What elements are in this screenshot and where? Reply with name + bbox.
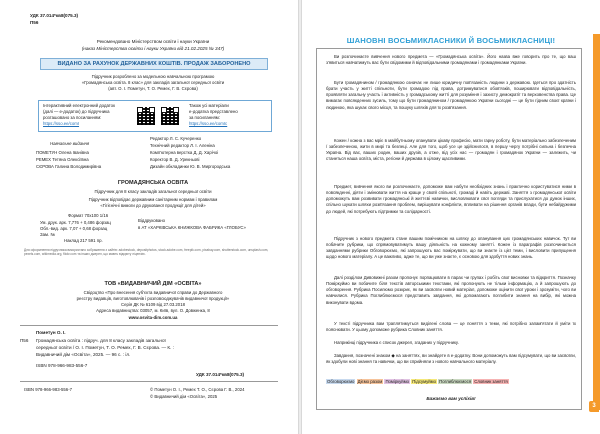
paragraph-1: Ви розпочинаєте вивчення нового предмета — «Громадянська освіта». Його назва вже говорить про те, що ваш з'явиться навчатимуть вас бути свідомими й відповідальними громадянами і громадянками України. <box>326 54 576 66</box>
copyright-1: © Пометун О. І., Ремех Т. О., Сєрова Г. В., 2024 <box>150 387 245 392</box>
rubric-legend <box>326 380 509 384</box>
qr-left-line-2: (далі — е-додаток) до підручника <box>43 109 110 114</box>
rubric-discuss: Обговорюємо <box>327 379 355 384</box>
qr-left-line-1: Інтерактивний електронний додаток <box>43 103 115 108</box>
cip-text-3: Видавничий дім «Освіта», 2025. — 96 с. : іл. <box>36 352 131 357</box>
rubric-think: Поміркуймо <box>385 379 410 384</box>
rubric-deepen: Поглиблюємося <box>439 379 472 384</box>
udk-bottom: УДК 37.014*кв8(075.3) <box>196 372 245 377</box>
author-2: РЕМЕХ Тетяна Олексіївна <box>36 157 89 162</box>
staff-tech: Технічний редактор Л. І. Аленіна <box>150 143 215 148</box>
divider <box>20 381 278 382</box>
divider <box>20 325 278 326</box>
staff-corrector: Коректор В. Д. Урекньові <box>150 157 200 162</box>
format-1: Формат 70x100 1/16 <box>68 213 109 218</box>
page-title: ШАНОВНІ ВОСЬМИКЛАСНИКИ Й ВОСЬМИКЛАСНИЦІ! <box>346 36 556 45</box>
intro-line-1: Підручник розроблено за модельною навчальною програмою <box>91 74 215 79</box>
printed-1: Віддруковано <box>138 218 166 223</box>
wish-text: Бажаємо вам успіхів! <box>426 396 476 401</box>
cip-text-1: Громадянська освіта : підруч. для 8 класу закладів загальної <box>36 338 166 343</box>
qr-left-link[interactable]: https://sso.ee/comI <box>43 121 80 126</box>
qr-right-line-3: за посиланням: <box>189 115 220 120</box>
publisher-name: ТОВ «ВИДАВНИЧИЙ ДІМ «ОСВІТА» <box>104 281 202 287</box>
qr-left-line-3: розташовано за посиланням: <box>43 115 102 120</box>
paragraph-6: Далі розділом Дивовижні разом пропонує порпацювати в парах чи групах і робіть свої висновки та відкриття. Позначку Поміркуймо ви побачите біля текстів авторськими текстами, які пропонують не тільки інформацію, а й запрошують до обговорення. Рубрика Посилюмо розкриє, як ви засвоїли новий матеріал, допоможе оцінити свої уроки і зрозуміти, чого ви навчилися. Рубрика Поглиблюємося представить завдання, які допомагають поглибити знання на вибір, які можна виконувати вдома. <box>326 275 576 305</box>
cip-author: Пометун О. І. <box>36 330 66 335</box>
rubric-dictionary: Словник заняття <box>474 379 508 384</box>
state-funded-banner: ВИДАНО ЗА РАХУНОК ДЕРЖАВНИХ КОШТІВ. ПРОДАЖ ЗАБОРОНЕНО <box>40 58 268 70</box>
paragraph-8: Наприкінці підручника є список джерел, згаданих у підручнику. <box>334 340 459 345</box>
qr-code-icon[interactable] <box>137 107 155 125</box>
publisher-info-4: Адреса видавництва: 03057, м. Київ, вул. О. Довженка, 8 <box>96 308 210 313</box>
format-5: Наклад 217 591 пр. <box>64 238 103 243</box>
printed-2: в АТ «ХАРКІВСЬКА КНИЖКОВА ФАБРИКА «ГЛОБУС» <box>138 225 246 230</box>
edition-label: Навчальне видання <box>50 141 90 146</box>
format-4: Зам. № <box>40 232 55 237</box>
publisher-info-1: Свідоцтво «Про внесення суб'єкта видавничої справи до Державного <box>83 290 223 295</box>
publisher-site[interactable]: www.osvita-dim.com.ua <box>128 315 178 320</box>
rubric-together: Діємо разом <box>357 379 383 384</box>
fine-print: Для оформлення підручника використано зображення з сайтів: adobestock, depositphotos, stock.adobe.com, freepik.com, pixabay.com, shutterstock.com, unsplash.com, pexels.com, wikimedia.org, flickr.com та інших джерел, що мають відкриту ліцензію. <box>24 248 269 256</box>
book-sub-1: Підручник для 8 класу закладів загальної середньої освіти <box>94 189 212 194</box>
qr-code-icon[interactable] <box>161 107 179 125</box>
qr-right-line-2: е-додатка представлено <box>189 109 238 114</box>
author-1: ПОМЕТУН Олена Іванівна <box>36 150 89 155</box>
book-sub-2: Підручник відповідає державним санітарним нормам і правилам <box>88 197 218 202</box>
recommend-line-2: (наказ Міністерства освіти і науки України від 21.02.2025 № 347) <box>81 46 225 51</box>
format-3: Обл.-вид. арк. 7,07 + 0,68 форзац <box>40 226 108 231</box>
book-sub-3: «Гігієнічні вимоги до друкованої продукції для дітей» <box>100 203 206 208</box>
publisher-info-2: реєстру видавців, виготовлювачів і розповсюджувачів видавничої продукції» <box>76 296 230 301</box>
paragraph-7: У тексті підручника вам траплятимуться виділені слова — це поняття з теми, які потрібно запам'ятати й уміти їх пояснювати. У цьому допоможе рубрика Словник заняття. <box>326 321 576 333</box>
qr-info-box <box>38 100 272 132</box>
qr-right-link[interactable]: https://sso.ee/comIc <box>189 121 228 126</box>
paragraph-2: Бути громадянином / громадянкою означає не лише юридичну пов'язаність людини з державою. Ідеться про здатність брати участь у житті спільноти, бути громадою під права, дотримуватися обов'язків, поширювати відповідальність, проявляти загальну участь і активність у громадському житті для розуміння і захисту демократії та верховенства права. Це вимагає повсякденних зусиль, тому що бути громадянином / громадянкою України сьогодні — це бути гідним своєї країни і людиною, яка шукає свого місця, та пошуку шляхів для їх розв'язання. <box>326 80 576 110</box>
page-number: 3 <box>589 401 599 412</box>
right-page <box>302 0 600 434</box>
paragraph-9: Завдання, позначені знаком ◆ на заняттях, ви знайдете в е-додатку. Вони допоможуть вам підсумувати, що ви засвоїли, як здобули нові знання та навички, що ви сприйняли з нового навчального матеріалу. <box>326 353 576 365</box>
paragraph-4: Предмет, вивчення якого ви розпочинаєте, допоможе вам набути необхідних знань і практично користуватися ними в повсякденні, діяти і змінювати життя на краще у своїй спільноті, громаді й навіть державі. Заняття з громадянської освіти допоможуть вам розвивати громадянські й життєві навички, висловлювати свої погляди та прислухатися до думок інших, спільно шукати шляхи розв'язання проблем, вирішувати конфлікти, впливати на рішення органів влади, бути небайдужими до людей, які потребують підтримки та солідарності. <box>326 184 576 214</box>
staff-layout: Комп'ютерна верстка Д. Д. Харічоі <box>150 150 219 155</box>
cip-text-2: середньої освіти / О. І. Пометун, Т. О. Ремех, Г. В. Сєрова. — К. : <box>36 345 174 350</box>
book-code: П56 <box>30 20 39 25</box>
rubric-summary: Підсумуймо <box>412 379 436 384</box>
copyright-2: © Видавничий дім «Освіта», 2025 <box>150 394 218 399</box>
publisher-info-3: Серія ДК № 6109 від 27.03.2018 <box>121 302 185 307</box>
isbn: ISBN 978-966-983-556-7 <box>36 363 88 368</box>
cip-code: П56 <box>20 338 29 343</box>
udk-top: УДК 37.014*кв8(075.3) <box>30 13 79 18</box>
staff-design: Дизайн обкладинки Ю. В. Миргородська <box>150 164 231 169</box>
paragraph-3: Кожен / кожна з вас мріє в майбутньому опанувати цікаву професію, мати гарну роботу, бути матеріально забезпеченим / забезпеченою, жити в мирі та безпеці. Але для того, щоб усе це здійснилося, в першу чергу потрібні сильна і безпечна Україна. Від вас, ваших родин, ваших друзів, а отже, від усіх нас — громадян і громадянок України — залежить, чи станеться наша освіта, міста, регіони й держава в цілому щасливими. <box>326 138 576 162</box>
left-page <box>0 0 298 434</box>
author-3: СЄРОВА Галина Володимирівна <box>36 164 102 169</box>
isbn-repeat: ISBN 978-966-983-556-7 <box>24 387 73 392</box>
format-2: Ум. друк. арк. 7,776 + 0,486 форзац <box>40 220 111 225</box>
side-tab <box>593 34 600 410</box>
staff-editor: Редактор Л. С. Кучеренко <box>150 136 202 141</box>
intro-line-2: «Громадянська освіта. 8 клас» для закладів загальної середньої освіти <box>81 80 225 85</box>
qr-right-line-1: Також усі матеріали <box>189 103 229 108</box>
book-title: ГРОМАДЯНСЬКА ОСВІТА <box>117 180 189 186</box>
intro-line-3: (авт. О. І. Пометун, Т. О. Ремех, Г. В. Сєрова) <box>108 86 198 91</box>
paragraph-5: Підручник з нового предмета стане вашим помічником на шляху до опанування цих громадянських навичок. Тут ви побачите рубрики, що спрямовуватимуть вашу діяльність на кожному занятті. Кожен із параграфів розпочинається завданнями рубрики Обговорюємо, які запрошують вас поміркувати, що ви знаєте із цієї теми, і висловити припущення щодо нового матеріалу. А це важливо, адже те, що ви уже знаєте, є основою для здобуття нових знань. <box>326 236 576 260</box>
recommend-line-1: Рекомендовано Міністерством освіти і науки України <box>96 39 210 44</box>
